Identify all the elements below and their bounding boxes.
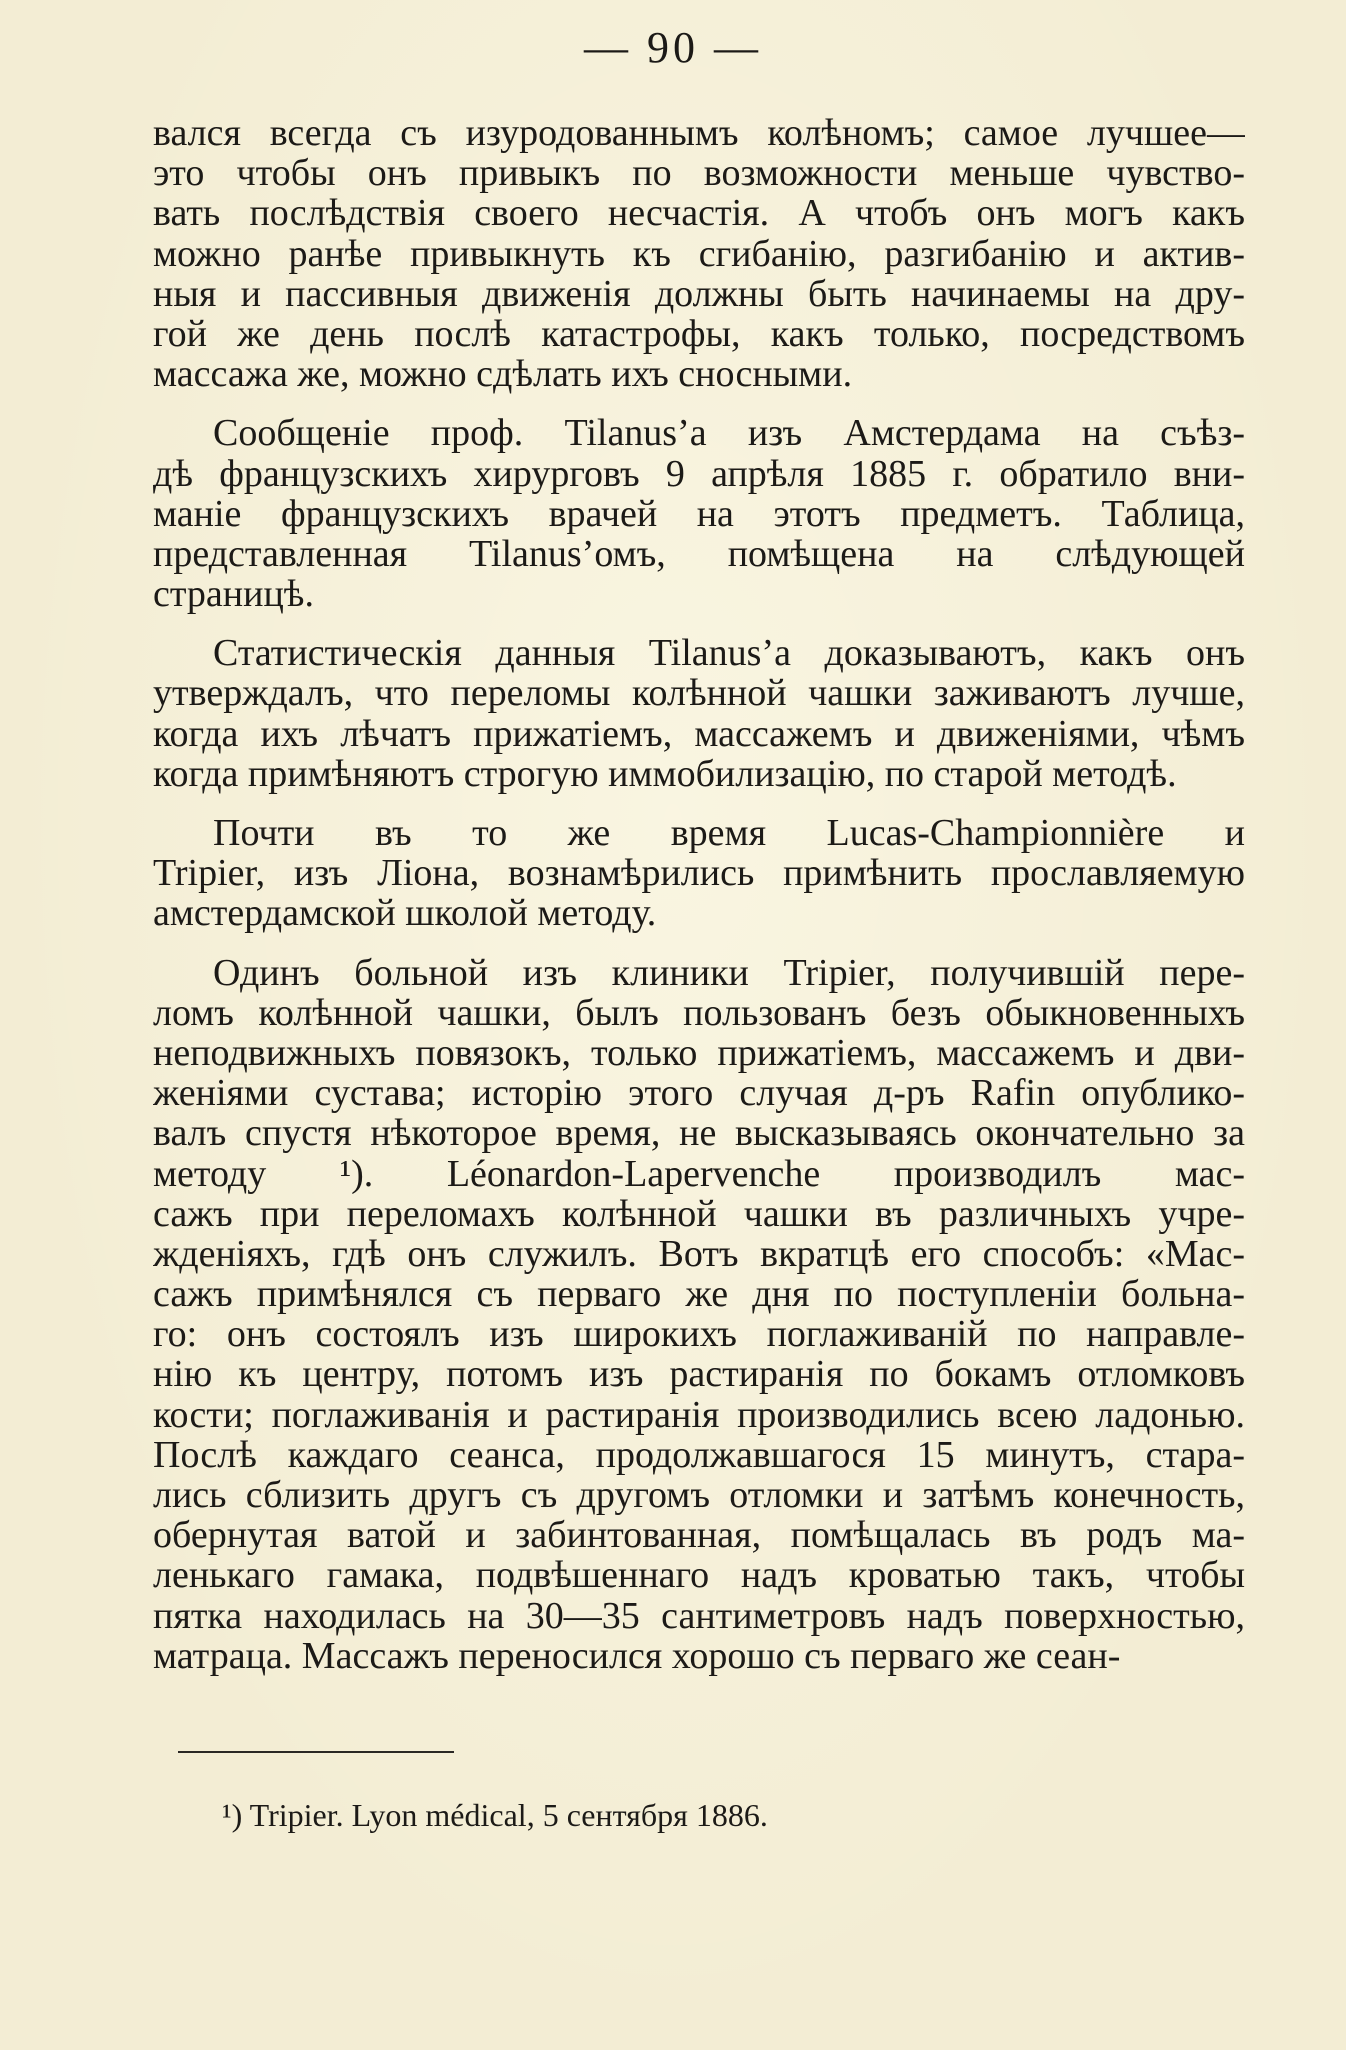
text-line: пятка находилась на 30—35 сантиметровъ надъ поверхностью, — [153, 1595, 1245, 1636]
text-line: страницѣ. — [153, 574, 314, 615]
text-line: неподвижныхъ повязокъ, только прижатіемъ, массажемъ и дви- — [153, 1032, 1245, 1074]
text-line: го: онъ состоялъ изъ широкихъ поглаживаній по направле- — [153, 1314, 1245, 1355]
text-line: кости; поглаживанія и растиранія производились всею ладонью. — [153, 1394, 1245, 1435]
text-line: обернутая ватой и забинтованная, помѣщалась въ родъ ма- — [153, 1515, 1245, 1556]
paragraph — [153, 633, 1245, 794]
text-line: вать послѣдствія своего несчастія. А чтобъ онъ могъ какъ — [153, 193, 1245, 234]
text-line: сажъ примѣнялся съ перваго же дня по поступленіи больна- — [153, 1274, 1245, 1315]
text-line: Tripier, изъ Ліона, вознамѣрились примѣнить прославляемую — [153, 853, 1245, 894]
text-line: методу ¹). Léonardon-Lapervenche производилъ мас- — [153, 1153, 1245, 1194]
page-number: — 90 — — [584, 23, 762, 72]
text-line: ныя и пассивныя движенія должны быть начинаемы на дру- — [153, 273, 1245, 314]
text-line: Послѣ каждаго сеанса, продолжавшагося 15 минутъ, стара- — [153, 1434, 1245, 1475]
text-line: Сообщеніе проф. Tilanus’a изъ Амстердама на съѣз- — [213, 413, 1245, 454]
paragraph — [153, 813, 1245, 934]
text-line: Статистическія данныя Tilanus’a доказываютъ, какъ онъ — [213, 633, 1245, 674]
paragraph — [153, 953, 1245, 1676]
body-text — [153, 113, 1245, 1695]
text-line: маніе французскихъ врачей на этотъ предметъ. Таблица, — [153, 493, 1245, 534]
paragraph — [153, 413, 1245, 614]
text-line: лись сблизить другъ съ другомъ отломки и затѣмъ конечность, — [153, 1475, 1245, 1516]
text-line: ломъ колѣнной чашки, былъ пользованъ безъ обыкновенныхъ — [153, 992, 1245, 1033]
text-line: Почти въ то же время Lucas-Championnière и — [213, 813, 1245, 854]
text-line: когда ихъ лѣчатъ прижатіемъ, массажемъ и движеніями, чѣмъ — [153, 713, 1245, 754]
text-line: женіями сустава; исторію этого случая д-ръ Rafin опублико- — [153, 1073, 1245, 1114]
text-line: дѣ французскихъ хирурговъ 9 апрѣля 1885 г. обратило вни- — [153, 453, 1245, 494]
text-line: когда примѣняютъ строгую иммобилизацію, по старой методѣ. — [153, 753, 1177, 794]
text-line: можно ранѣе привыкнуть къ сгибанію, разгибанію и актив- — [153, 233, 1245, 274]
text-line: матраца. Массажъ переносился хорошо съ перваго же сеан- — [153, 1635, 1121, 1676]
text-line: массажа же, можно сдѣлать ихъ сносными. — [153, 354, 853, 395]
text-line: Одинъ больной изъ клиники Tripier, получившій пере- — [213, 952, 1245, 993]
text-line: сажъ при переломахъ колѣнной чашки въ различныхъ учре- — [153, 1193, 1245, 1234]
text-line: нію къ центру, потомъ изъ растиранія по бокамъ отломковъ — [153, 1354, 1245, 1395]
text-line: валъ спустя нѣкоторое время, не высказываясь окончательно за — [153, 1113, 1245, 1154]
text-line: представленная Tilanus’омъ, помѣщена на слѣдующей — [153, 533, 1245, 575]
paragraph — [153, 113, 1245, 394]
text-line: жденіяхъ, гдѣ онъ служилъ. Вотъ вкратцѣ его способъ: «Мас- — [153, 1233, 1245, 1275]
text-line: вался всегда съ изуродованнымъ колѣномъ; самое лучшее— — [153, 113, 1245, 154]
text-line: утверждалъ, что переломы колѣнной чашки заживаютъ лучше, — [153, 673, 1245, 714]
text-line: это чтобы онъ привыкъ по возможности меньше чувство- — [153, 153, 1245, 194]
footnote-separator — [178, 1751, 454, 1753]
footnote: ¹) Tripier. Lyon médical, 5 сентября 1886. — [222, 1797, 768, 1833]
text-line: ленькаго гамака, подвѣшеннаго надъ кроватью такъ, чтобы — [153, 1555, 1245, 1596]
text-line: гой же день послѣ катастрофы, какъ только, посредствомъ — [153, 313, 1245, 355]
text-line: амстердамской школой методу. — [153, 893, 657, 934]
